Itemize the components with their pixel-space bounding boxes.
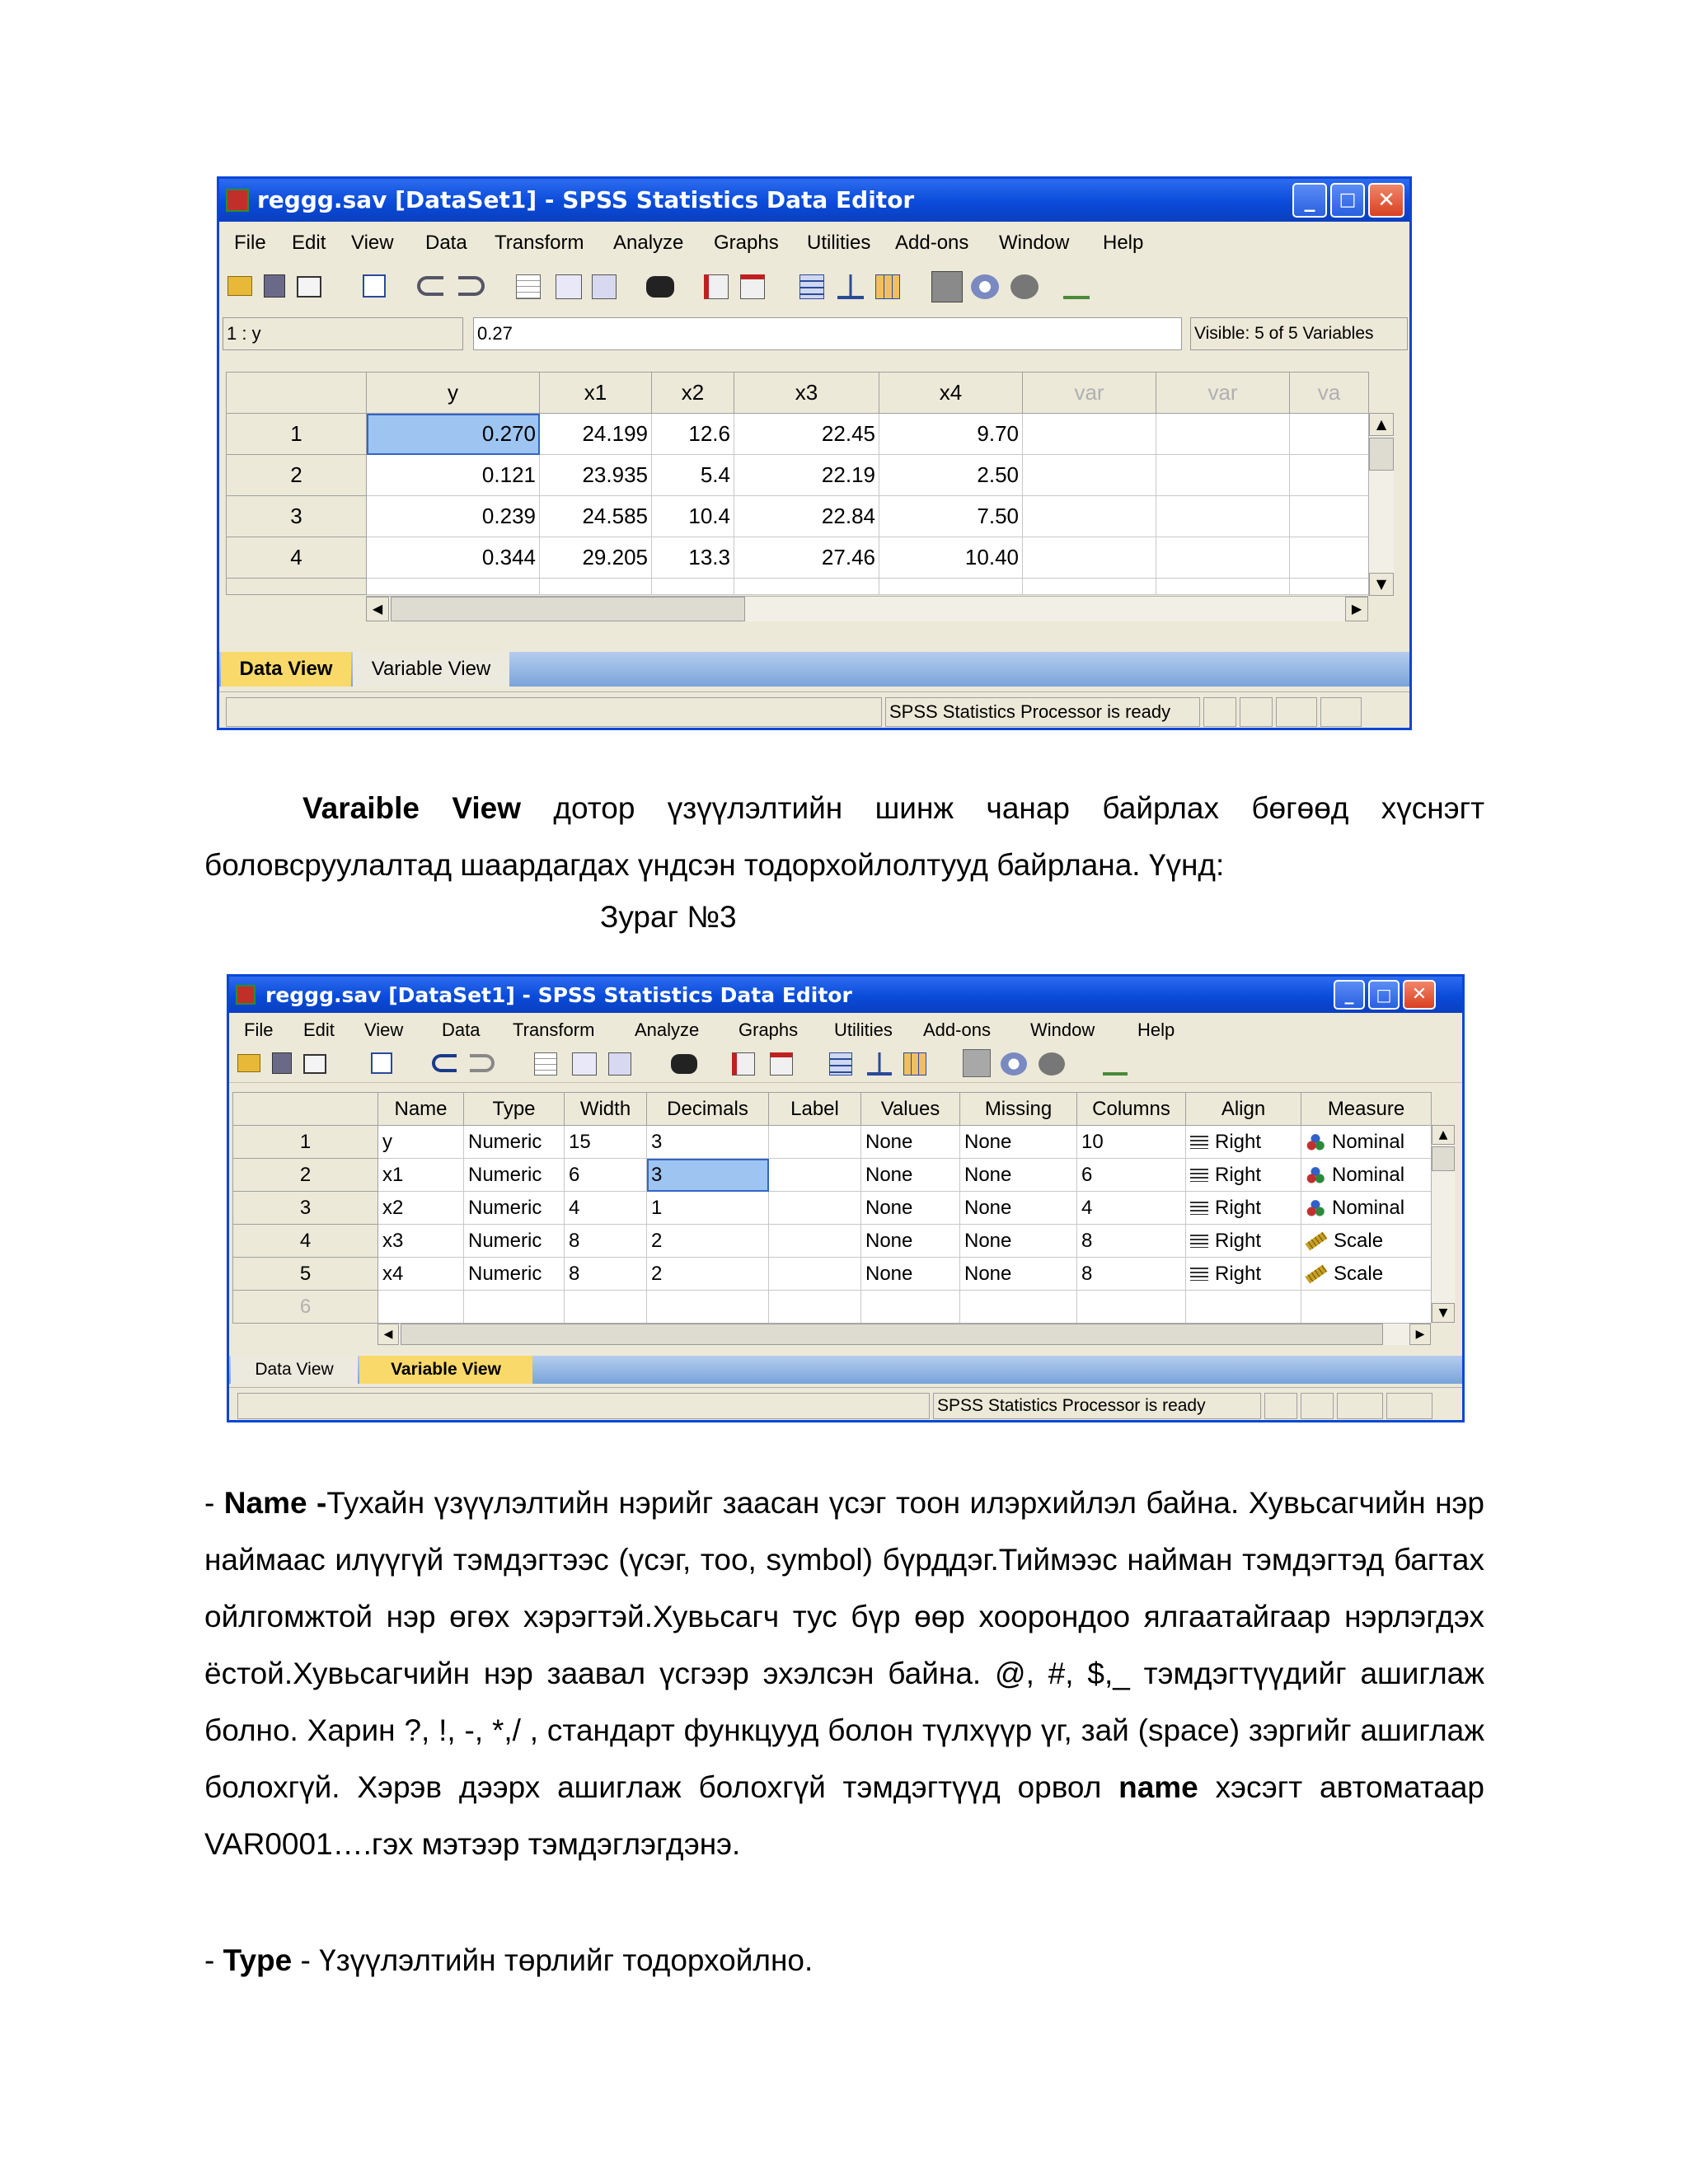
align-right-icon bbox=[1190, 1202, 1208, 1215]
cell-name[interactable]: x3 bbox=[378, 1225, 464, 1258]
cell-editor-bar bbox=[219, 311, 1409, 354]
corner-cell[interactable] bbox=[233, 1093, 378, 1126]
cell-values[interactable]: None bbox=[861, 1225, 960, 1258]
maximize-button[interactable]: □ bbox=[1368, 980, 1400, 1010]
corner-cell[interactable] bbox=[227, 373, 367, 414]
table-row bbox=[233, 1159, 1432, 1192]
table-row bbox=[233, 1225, 1432, 1258]
cell-align[interactable]: Right bbox=[1186, 1258, 1301, 1291]
row-number[interactable]: 2 bbox=[233, 1159, 378, 1192]
table-cell[interactable]: 9.70 bbox=[879, 414, 1023, 455]
view-tabs bbox=[229, 1356, 1462, 1384]
go-to-variable-icon[interactable] bbox=[572, 1052, 597, 1076]
table-cell[interactable]: 5.4 bbox=[652, 455, 734, 496]
tab-data-view[interactable]: Data View bbox=[221, 652, 351, 687]
cell-missing[interactable]: None bbox=[960, 1126, 1077, 1159]
column-header[interactable]: Label bbox=[769, 1093, 861, 1126]
open-folder-icon[interactable] bbox=[227, 276, 252, 296]
cell-label[interactable] bbox=[769, 1225, 861, 1258]
row-number[interactable]: 1 bbox=[233, 1126, 378, 1159]
table-cell[interactable]: 10.40 bbox=[879, 537, 1023, 579]
table-cell[interactable]: 10.4 bbox=[652, 496, 734, 537]
scroll-thumb[interactable] bbox=[1369, 438, 1394, 471]
cell-reference: 1 : y bbox=[223, 317, 463, 350]
menu-bar bbox=[219, 222, 1409, 265]
scroll-thumb[interactable] bbox=[391, 597, 745, 621]
column-header[interactable]: y bbox=[367, 373, 540, 414]
menu-help[interactable]: Help bbox=[1103, 232, 1144, 254]
menu-file[interactable]: File bbox=[234, 232, 266, 254]
cell-decimals[interactable]: 3 bbox=[647, 1126, 769, 1159]
align-right-icon bbox=[1190, 1169, 1208, 1182]
column-header[interactable]: var bbox=[1156, 373, 1290, 414]
cell-columns[interactable]: 6 bbox=[1077, 1159, 1186, 1192]
menu-utilities[interactable]: Utilities bbox=[807, 232, 871, 254]
table-cell[interactable] bbox=[1077, 1291, 1186, 1324]
table-row bbox=[233, 1126, 1432, 1159]
print-icon[interactable] bbox=[297, 276, 321, 298]
tab-variable-view[interactable]: Variable View bbox=[353, 652, 509, 687]
cell-width[interactable]: 6 bbox=[565, 1159, 647, 1192]
scroll-right-arrow[interactable]: ▶ bbox=[1345, 597, 1368, 621]
column-header[interactable]: Align bbox=[1186, 1093, 1301, 1126]
cell-values[interactable]: None bbox=[861, 1126, 960, 1159]
menu-data[interactable]: Data bbox=[442, 1019, 481, 1040]
table-cell[interactable]: 22.45 bbox=[734, 414, 879, 455]
paragraph-type-description: - Type - Үзүүлэлтийн төрлийг тодорхойлно. bbox=[204, 1943, 814, 1977]
scale-icon bbox=[1305, 1265, 1327, 1284]
maximize-button[interactable]: □ bbox=[1330, 183, 1365, 218]
nominal-icon bbox=[1306, 1167, 1325, 1183]
cell-values[interactable]: None bbox=[861, 1192, 960, 1225]
variables-icon[interactable] bbox=[608, 1052, 631, 1076]
close-button[interactable]: ✕ bbox=[1403, 980, 1436, 1010]
menu-window[interactable]: Window bbox=[1030, 1019, 1095, 1040]
row-number[interactable]: 1 bbox=[227, 414, 367, 455]
minimize-button[interactable]: _ bbox=[1292, 183, 1327, 218]
cell-type[interactable]: Numeric bbox=[464, 1126, 565, 1159]
table-cell[interactable] bbox=[960, 1291, 1077, 1324]
bold-term: Varaible View bbox=[302, 791, 521, 825]
column-header[interactable]: Missing bbox=[960, 1093, 1077, 1126]
column-header[interactable]: Columns bbox=[1077, 1093, 1186, 1126]
cell-align[interactable]: Right bbox=[1186, 1126, 1301, 1159]
row-number[interactable]: 4 bbox=[227, 537, 367, 579]
align-right-icon bbox=[1190, 1235, 1208, 1248]
table-cell[interactable]: 12.6 bbox=[652, 414, 734, 455]
show-all-variables-icon[interactable] bbox=[1039, 1052, 1065, 1076]
horizontal-scrollbar[interactable] bbox=[377, 1323, 1431, 1345]
status-bar bbox=[229, 1387, 1462, 1422]
spss-app-icon bbox=[236, 985, 256, 1005]
cell-measure[interactable]: Scale bbox=[1301, 1258, 1432, 1291]
paragraph-variable-view: Varaible View дотор үзүүлэлтийн шинж чанар байрлах бөгөөд хүснэгт боловсруулалтад шаардагдах үндсэн тодорхойлолтууд байрлана. Үүнд: bbox=[204, 791, 1485, 882]
variables-icon[interactable] bbox=[592, 274, 617, 299]
table-cell[interactable] bbox=[565, 1291, 647, 1324]
horizontal-scrollbar[interactable] bbox=[366, 596, 1368, 621]
scroll-down-arrow[interactable]: ▼ bbox=[1369, 573, 1394, 596]
column-header[interactable]: Measure bbox=[1301, 1093, 1432, 1126]
cell-align[interactable]: Right bbox=[1186, 1225, 1301, 1258]
table-cell[interactable] bbox=[464, 1291, 565, 1324]
table-cell[interactable]: 0.344 bbox=[367, 537, 540, 579]
table-cell[interactable]: 24.199 bbox=[540, 414, 652, 455]
cell-measure[interactable]: Nominal bbox=[1301, 1126, 1432, 1159]
cell-missing[interactable]: None bbox=[960, 1159, 1077, 1192]
menu-utilities[interactable]: Utilities bbox=[834, 1019, 893, 1040]
cell-measure[interactable]: Scale bbox=[1301, 1225, 1432, 1258]
cell-width[interactable]: 8 bbox=[565, 1258, 647, 1291]
select-cases-icon[interactable] bbox=[903, 1052, 926, 1076]
table-cell[interactable] bbox=[1023, 496, 1156, 537]
table-cell[interactable]: 22.19 bbox=[734, 455, 879, 496]
cell-decimals[interactable]: 1 bbox=[647, 1192, 769, 1225]
column-header[interactable]: x4 bbox=[879, 373, 1023, 414]
table-cell[interactable] bbox=[1156, 537, 1290, 579]
value-labels-icon[interactable] bbox=[931, 271, 963, 302]
redo-icon[interactable] bbox=[458, 276, 485, 296]
cell-columns[interactable]: 4 bbox=[1077, 1192, 1186, 1225]
toolbar bbox=[229, 1046, 1462, 1083]
bold-term: Name - bbox=[223, 1486, 327, 1520]
table-cell[interactable]: 27.46 bbox=[734, 537, 879, 579]
use-variable-sets-icon[interactable] bbox=[1001, 1052, 1027, 1076]
cell-decimals[interactable]: 3 bbox=[647, 1159, 769, 1192]
cell-name[interactable]: x2 bbox=[378, 1192, 464, 1225]
paragraph-name-description: - Name -Тухайн үзүүлэлтийн нэрийг заасан үсэг тоон илэрхийлэл байна. Хувьсагчийн нэр наймаас илүүгүй тэмдэгтээс (үсэг, тоо, symbol) бүрддэг.Тиймээс найман тэмдэгтэд багтах ойлгомжтой нэр өгөх хэрэгтэй.Хувьсагч тус бүр өөр хоорондоо ялгаатайгаар нэрлэгдэх ёстой.Хувьсагчийн нэр заавал үсгээр эхэлсэн байна. @, #, $,_ тэмдэгтүүдийг ашиглаж болно. Харин ?, !, -, *,/ , стандарт функцууд болон түлхүүр үг, зай (space) зэргийг ашиглаж болохгүй. Хэрэв дээрх ашиглаж болохгүй тэмдэгтүүд орвол name хэсэгт автоматаар VAR0001….гэх мэтээр тэмдэглэгдэнэ. bbox=[204, 1486, 1485, 1861]
insert-cases-icon[interactable] bbox=[732, 1052, 755, 1076]
cell-values[interactable]: None bbox=[861, 1159, 960, 1192]
title-bar[interactable] bbox=[229, 977, 1462, 1013]
table-cell[interactable] bbox=[1023, 414, 1156, 455]
menu-bar bbox=[229, 1013, 1462, 1047]
table-cell[interactable] bbox=[861, 1291, 960, 1324]
figure-caption: Зураг №3 bbox=[600, 900, 737, 934]
table-cell[interactable] bbox=[1290, 455, 1369, 496]
view-tabs bbox=[219, 652, 1409, 687]
column-header[interactable]: Values bbox=[861, 1093, 960, 1126]
menu-view[interactable]: View bbox=[364, 1019, 404, 1040]
menu-edit[interactable]: Edit bbox=[303, 1019, 335, 1040]
cell-align[interactable]: Right bbox=[1186, 1159, 1301, 1192]
table-cell[interactable] bbox=[1023, 537, 1156, 579]
insert-cases-icon[interactable] bbox=[704, 274, 729, 299]
vertical-scrollbar[interactable] bbox=[1431, 1125, 1455, 1323]
table-cell[interactable]: 0.121 bbox=[367, 455, 540, 496]
open-folder-icon[interactable] bbox=[237, 1054, 260, 1072]
cell-width[interactable]: 4 bbox=[565, 1192, 647, 1225]
undo-icon[interactable] bbox=[432, 1054, 457, 1072]
table-cell[interactable] bbox=[1156, 414, 1290, 455]
menu-graphs[interactable]: Graphs bbox=[714, 232, 779, 254]
column-header[interactable]: Name bbox=[378, 1093, 464, 1126]
scroll-thumb[interactable] bbox=[401, 1324, 1383, 1345]
spss-window-data-view bbox=[217, 176, 1412, 730]
align-right-icon bbox=[1190, 1136, 1208, 1149]
cell-columns[interactable]: 8 bbox=[1077, 1225, 1186, 1258]
scroll-left-arrow[interactable]: ◀ bbox=[377, 1324, 399, 1345]
table-cell[interactable] bbox=[1290, 414, 1369, 455]
spell-check-icon[interactable] bbox=[1063, 274, 1090, 299]
table-cell[interactable] bbox=[1156, 496, 1290, 537]
table-row bbox=[233, 1192, 1432, 1225]
table-cell[interactable]: 0.239 bbox=[367, 496, 540, 537]
go-to-case-icon[interactable] bbox=[516, 274, 541, 299]
tab-variable-view[interactable]: Variable View bbox=[359, 1356, 532, 1384]
cell-label[interactable] bbox=[769, 1258, 861, 1291]
table-row bbox=[233, 1258, 1432, 1291]
dialog-recall-icon[interactable] bbox=[363, 274, 386, 298]
find-icon[interactable] bbox=[646, 276, 674, 298]
menu-graphs[interactable]: Graphs bbox=[738, 1019, 799, 1040]
menu-transform[interactable]: Transform bbox=[513, 1019, 595, 1040]
column-header[interactable]: x2 bbox=[652, 373, 734, 414]
weight-cases-icon[interactable] bbox=[867, 1052, 892, 1076]
nominal-icon bbox=[1306, 1200, 1325, 1216]
table-cell[interactable]: 7.50 bbox=[879, 496, 1023, 537]
status-text: SPSS Statistics Processor is ready bbox=[933, 1393, 1261, 1419]
table-cell[interactable] bbox=[1023, 455, 1156, 496]
dialog-recall-icon[interactable] bbox=[371, 1052, 392, 1074]
window-title: reggg.sav [DataSet1] - SPSS Statistics Data Editor bbox=[265, 983, 852, 1007]
column-header[interactable]: Type bbox=[464, 1093, 565, 1126]
cell-type[interactable]: Numeric bbox=[464, 1225, 565, 1258]
cell-label[interactable] bbox=[769, 1192, 861, 1225]
table-cell[interactable] bbox=[647, 1291, 769, 1324]
print-icon[interactable] bbox=[303, 1054, 326, 1074]
cell-label[interactable] bbox=[769, 1159, 861, 1192]
menu-transform[interactable]: Transform bbox=[495, 232, 584, 254]
cell-type[interactable]: Numeric bbox=[464, 1258, 565, 1291]
menu-add-ons[interactable]: Add-ons bbox=[895, 232, 969, 254]
close-button[interactable]: ✕ bbox=[1368, 183, 1404, 218]
scroll-right-arrow[interactable]: ▶ bbox=[1409, 1324, 1431, 1345]
table-cell[interactable] bbox=[1186, 1291, 1301, 1324]
cell-align[interactable]: Right bbox=[1186, 1192, 1301, 1225]
save-icon[interactable] bbox=[272, 1052, 292, 1074]
menu-add-ons[interactable]: Add-ons bbox=[923, 1019, 991, 1040]
table-row-partial bbox=[227, 579, 1369, 595]
cell-missing[interactable]: None bbox=[960, 1192, 1077, 1225]
insert-variable-icon[interactable] bbox=[740, 274, 765, 299]
nominal-icon bbox=[1306, 1134, 1325, 1151]
cell-missing[interactable]: None bbox=[960, 1225, 1077, 1258]
table-cell[interactable] bbox=[769, 1291, 861, 1324]
table-cell[interactable]: 13.3 bbox=[652, 537, 734, 579]
row-number[interactable]: 6 bbox=[233, 1291, 378, 1324]
redo-icon[interactable] bbox=[470, 1054, 495, 1072]
cell-missing[interactable]: None bbox=[960, 1258, 1077, 1291]
menu-data[interactable]: Data bbox=[425, 232, 467, 254]
table-cell[interactable] bbox=[1290, 496, 1369, 537]
scale-icon bbox=[1305, 1232, 1327, 1251]
spss-window-variable-view bbox=[227, 974, 1465, 1422]
data-grid bbox=[226, 372, 1369, 595]
scroll-left-arrow[interactable]: ◀ bbox=[366, 597, 389, 621]
column-header[interactable]: var bbox=[1023, 373, 1156, 414]
table-row bbox=[227, 537, 1369, 579]
table-cell[interactable]: 0.270 bbox=[367, 414, 540, 455]
value-labels-icon[interactable] bbox=[963, 1049, 991, 1077]
go-to-variable-icon[interactable] bbox=[556, 274, 582, 299]
row-number[interactable]: 3 bbox=[227, 496, 367, 537]
cell-measure[interactable]: Nominal bbox=[1301, 1159, 1432, 1192]
table-cell[interactable] bbox=[378, 1291, 464, 1324]
split-file-icon[interactable] bbox=[799, 274, 824, 299]
row-number[interactable]: 2 bbox=[227, 455, 367, 496]
cell-decimals[interactable]: 2 bbox=[647, 1258, 769, 1291]
column-header[interactable]: va bbox=[1290, 373, 1369, 414]
cell-name[interactable]: x1 bbox=[378, 1159, 464, 1192]
column-header[interactable]: Decimals bbox=[647, 1093, 769, 1126]
scroll-up-arrow[interactable]: ▲ bbox=[1432, 1125, 1455, 1145]
cell-name[interactable]: y bbox=[378, 1126, 464, 1159]
cell-measure[interactable]: Nominal bbox=[1301, 1192, 1432, 1225]
row-number[interactable]: 5 bbox=[233, 1258, 378, 1291]
tab-data-view[interactable]: Data View bbox=[231, 1356, 358, 1384]
row-number[interactable]: 3 bbox=[233, 1192, 378, 1225]
cell-decimals[interactable]: 2 bbox=[647, 1225, 769, 1258]
title-bar[interactable] bbox=[219, 179, 1409, 222]
menu-file[interactable]: File bbox=[244, 1019, 274, 1040]
undo-icon[interactable] bbox=[417, 276, 443, 296]
cell-columns[interactable]: 10 bbox=[1077, 1126, 1186, 1159]
cell-name[interactable]: x4 bbox=[378, 1258, 464, 1291]
scroll-thumb[interactable] bbox=[1432, 1146, 1455, 1171]
table-cell[interactable] bbox=[1301, 1291, 1432, 1324]
menu-analyze[interactable]: Analyze bbox=[613, 232, 684, 254]
table-cell[interactable]: 24.585 bbox=[540, 496, 652, 537]
select-cases-icon[interactable] bbox=[875, 274, 900, 299]
cell-type[interactable]: Numeric bbox=[464, 1159, 565, 1192]
insert-variable-icon[interactable] bbox=[770, 1052, 793, 1076]
show-all-variables-icon[interactable] bbox=[1010, 274, 1039, 299]
weight-cases-icon[interactable] bbox=[837, 274, 864, 299]
split-file-icon[interactable] bbox=[829, 1052, 852, 1076]
cell-columns[interactable]: 8 bbox=[1077, 1258, 1186, 1291]
cell-width[interactable]: 8 bbox=[565, 1225, 647, 1258]
table-row bbox=[227, 496, 1369, 537]
cell-type[interactable]: Numeric bbox=[464, 1192, 565, 1225]
use-variable-sets-icon[interactable] bbox=[971, 274, 999, 299]
cell-values[interactable]: None bbox=[861, 1258, 960, 1291]
bold-term: Type bbox=[223, 1943, 293, 1977]
column-header[interactable]: Width bbox=[565, 1093, 647, 1126]
table-row bbox=[233, 1291, 1432, 1324]
menu-analyze[interactable]: Analyze bbox=[635, 1019, 700, 1040]
column-header[interactable]: x3 bbox=[734, 373, 879, 414]
row-number[interactable]: 4 bbox=[233, 1225, 378, 1258]
column-header[interactable]: x1 bbox=[540, 373, 652, 414]
align-right-icon bbox=[1190, 1268, 1208, 1281]
table-cell[interactable] bbox=[1156, 455, 1290, 496]
toolbar bbox=[219, 265, 1409, 312]
table-cell[interactable]: 2.50 bbox=[879, 455, 1023, 496]
status-bar bbox=[219, 691, 1409, 730]
table-cell[interactable]: 29.205 bbox=[540, 537, 652, 579]
minimize-button[interactable]: _ bbox=[1334, 980, 1365, 1010]
spell-check-icon[interactable] bbox=[1103, 1052, 1128, 1076]
table-row bbox=[227, 414, 1369, 455]
cell-value-input[interactable]: 0.27 bbox=[473, 317, 1182, 350]
visible-variables-info: Visible: 5 of 5 Variables bbox=[1190, 317, 1408, 350]
save-icon[interactable] bbox=[264, 274, 285, 298]
menu-view[interactable]: View bbox=[351, 232, 394, 254]
bold-term: name bbox=[1118, 1770, 1198, 1804]
cell-label[interactable] bbox=[769, 1126, 861, 1159]
window-title: reggg.sav [DataSet1] - SPSS Statistics Data Editor bbox=[257, 186, 915, 213]
find-icon[interactable] bbox=[671, 1054, 697, 1074]
scroll-down-arrow[interactable]: ▼ bbox=[1432, 1303, 1455, 1323]
menu-edit[interactable]: Edit bbox=[292, 232, 326, 254]
cell-width[interactable]: 15 bbox=[565, 1126, 647, 1159]
table-cell[interactable]: 22.84 bbox=[734, 496, 879, 537]
vertical-scrollbar[interactable] bbox=[1368, 413, 1394, 596]
spss-app-icon bbox=[226, 189, 249, 212]
status-text: SPSS Statistics Processor is ready bbox=[885, 697, 1200, 727]
go-to-case-icon[interactable] bbox=[534, 1052, 557, 1076]
scroll-up-arrow[interactable]: ▲ bbox=[1369, 413, 1394, 436]
menu-help[interactable]: Help bbox=[1137, 1019, 1175, 1040]
variable-grid bbox=[232, 1092, 1432, 1324]
table-cell[interactable]: 23.935 bbox=[540, 455, 652, 496]
menu-window[interactable]: Window bbox=[999, 232, 1070, 254]
table-cell[interactable] bbox=[1290, 537, 1369, 579]
table-row bbox=[227, 455, 1369, 496]
